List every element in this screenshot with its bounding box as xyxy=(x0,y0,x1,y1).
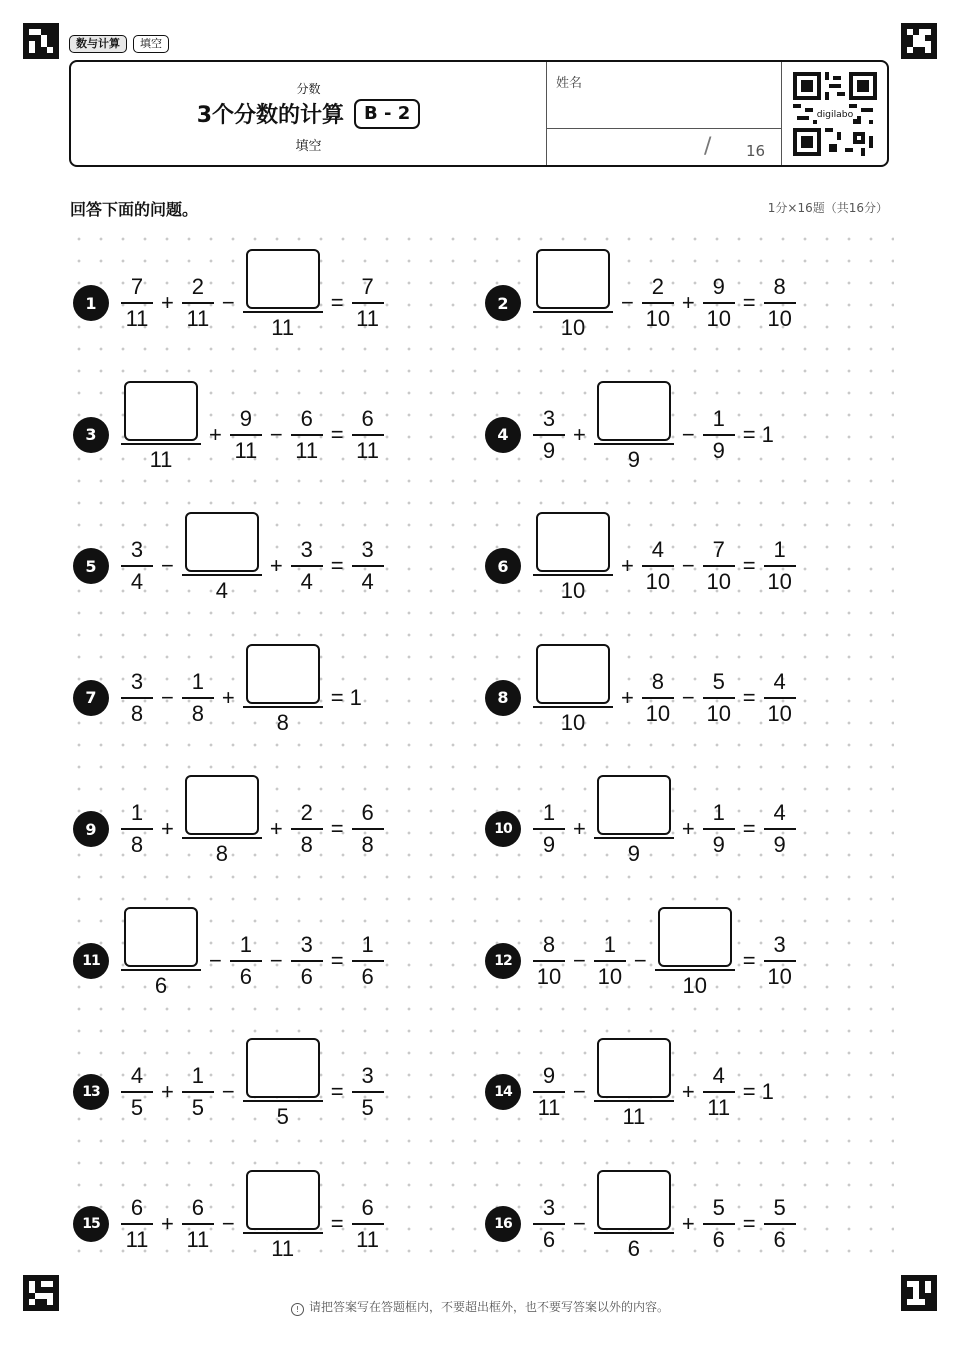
answer-fraction xyxy=(243,644,323,738)
problem-number-badge: 2 xyxy=(485,285,521,321)
numerator: 6 xyxy=(300,405,313,431)
numerator: 3 xyxy=(542,405,556,431)
fraction xyxy=(121,798,153,860)
problem-number-badge: 11 xyxy=(73,943,109,979)
problem-number-badge: 9 xyxy=(73,811,109,847)
operator: − xyxy=(681,421,695,447)
answer-box[interactable] xyxy=(246,644,320,704)
problem-number-badge: 16 xyxy=(485,1206,521,1242)
operator: = xyxy=(742,947,756,973)
numerator: 9 xyxy=(239,405,252,431)
operator: − xyxy=(161,684,174,710)
operator: = xyxy=(742,421,756,447)
problem-number-badge: 7 xyxy=(73,680,109,716)
denominator: 6 xyxy=(712,1226,725,1252)
fraction xyxy=(291,535,323,597)
denominator: 10 xyxy=(560,315,586,340)
problem-13 xyxy=(73,1032,388,1152)
problem-5 xyxy=(73,506,388,626)
answer-fraction xyxy=(121,381,201,475)
header-title-area xyxy=(71,62,547,165)
subject-label: 分数 xyxy=(296,82,321,96)
numerator: 1 xyxy=(773,537,786,562)
operator: = xyxy=(742,1079,756,1104)
fraction xyxy=(291,404,323,466)
qr-code-icon xyxy=(793,72,877,156)
numerator: 1 xyxy=(542,800,556,825)
problem-number-badge: 10 xyxy=(485,811,521,847)
fraction xyxy=(121,1193,153,1255)
fraction xyxy=(291,798,323,860)
answer-fraction xyxy=(121,907,201,1001)
numerator: 2 xyxy=(300,800,313,825)
answer-fraction xyxy=(243,249,323,343)
operator: − xyxy=(221,1210,235,1236)
denominator: 11 xyxy=(125,1226,149,1252)
denominator: 5 xyxy=(276,1104,289,1129)
problem-number-badge: 8 xyxy=(485,680,521,716)
answer-fraction xyxy=(182,775,262,869)
denominator: 9 xyxy=(712,437,725,463)
operator: = xyxy=(330,421,344,447)
problem-10 xyxy=(485,769,800,889)
denominator: 6 xyxy=(239,963,252,989)
denominator: 11 xyxy=(186,306,210,331)
problem-16 xyxy=(485,1164,800,1284)
operator: − xyxy=(269,947,283,973)
numerator: 6 xyxy=(361,800,374,825)
numerator: 4 xyxy=(130,1063,144,1088)
answer-box[interactable] xyxy=(597,775,671,835)
fraction xyxy=(533,1193,565,1255)
denominator: 5 xyxy=(191,1095,204,1120)
denominator: 10 xyxy=(706,700,731,726)
numerator: 3 xyxy=(130,537,144,562)
worksheet-header xyxy=(69,60,889,167)
denominator: 10 xyxy=(536,963,562,989)
operator: − xyxy=(621,290,634,315)
operator: = xyxy=(330,1079,344,1104)
denominator: 6 xyxy=(154,972,168,998)
fraction xyxy=(703,535,735,597)
operator: − xyxy=(209,947,222,973)
operator: = xyxy=(330,290,344,315)
numerator: 5 xyxy=(773,1194,786,1220)
denominator: 8 xyxy=(130,700,144,726)
problem-1 xyxy=(73,243,388,363)
operator: − xyxy=(633,947,647,973)
operator: + xyxy=(681,816,695,841)
numerator: 6 xyxy=(361,405,374,431)
footer-note-text: 请把答案写在答题框内，不要超出框外，也不要写答案以外的内容。 xyxy=(308,1300,669,1314)
operator: = xyxy=(742,553,756,578)
name-label: 姓名 xyxy=(556,76,583,91)
operator: − xyxy=(573,947,586,973)
fraction xyxy=(533,798,565,860)
denominator: 10 xyxy=(767,306,792,331)
problem-number-badge: 13 xyxy=(73,1074,109,1110)
problem-2 xyxy=(485,243,800,363)
fraction xyxy=(352,1193,384,1255)
denominator: 8 xyxy=(130,832,144,857)
fraction xyxy=(533,404,565,466)
fraction xyxy=(182,667,214,729)
operator: = xyxy=(742,290,756,315)
category-tags xyxy=(69,35,169,53)
denominator: 10 xyxy=(645,700,671,726)
numerator: 8 xyxy=(542,931,556,957)
denominator: 11 xyxy=(537,1095,561,1120)
denominator: 10 xyxy=(560,578,586,603)
operator: + xyxy=(209,421,222,447)
answer-box[interactable] xyxy=(124,907,198,967)
operator: + xyxy=(161,816,174,841)
problem-number-badge: 6 xyxy=(485,548,521,584)
problem-9 xyxy=(73,769,388,889)
denominator: 11 xyxy=(356,306,379,331)
numerator: 7 xyxy=(361,274,374,299)
fraction xyxy=(121,272,153,334)
numerator: 6 xyxy=(130,1194,144,1220)
fraction xyxy=(230,404,262,466)
operator: = xyxy=(330,1210,344,1236)
denominator: 11 xyxy=(271,315,295,340)
operator: = xyxy=(330,947,344,973)
denominator: 10 xyxy=(645,306,671,331)
operator: = xyxy=(330,684,344,710)
answer-fraction xyxy=(533,644,613,738)
denominator: 11 xyxy=(186,1226,210,1252)
answer-fraction xyxy=(243,1170,323,1264)
problem-12 xyxy=(485,901,800,1021)
numerator: 3 xyxy=(361,1063,374,1088)
fraction xyxy=(121,667,153,729)
operator: − xyxy=(221,290,235,315)
numerator: 7 xyxy=(712,537,725,562)
operator: + xyxy=(621,553,634,578)
numerator: 3 xyxy=(773,931,786,957)
numerator: 1 xyxy=(712,405,725,431)
answer-box[interactable] xyxy=(246,1170,320,1230)
numerator: 5 xyxy=(712,668,725,694)
corner-marker-top-right xyxy=(901,23,937,59)
problem-3 xyxy=(73,375,388,495)
operator: = xyxy=(330,553,344,578)
operator: − xyxy=(221,1079,235,1104)
answer-fraction xyxy=(182,512,262,606)
denominator: 11 xyxy=(356,437,379,463)
fraction xyxy=(764,667,796,729)
denominator: 10 xyxy=(706,306,731,331)
fraction xyxy=(121,535,153,597)
problem-number-badge: 15 xyxy=(73,1206,109,1242)
answer-box[interactable] xyxy=(597,1170,671,1230)
fraction xyxy=(703,667,735,729)
operator: − xyxy=(573,1210,586,1236)
operator: + xyxy=(161,290,174,315)
whole-number: 1 xyxy=(761,421,774,447)
denominator: 8 xyxy=(215,841,228,866)
denominator: 8 xyxy=(361,832,374,857)
answer-fraction xyxy=(594,1170,674,1264)
operator: + xyxy=(681,290,695,315)
answer-fraction xyxy=(533,512,613,606)
fraction xyxy=(703,272,735,334)
denominator: 4 xyxy=(300,569,313,594)
fraction xyxy=(230,930,262,992)
operator: − xyxy=(681,684,695,710)
answer-fraction xyxy=(243,1038,323,1132)
numerator: 5 xyxy=(712,1194,725,1220)
problem-11 xyxy=(73,901,388,1021)
numerator: 2 xyxy=(191,274,204,299)
operator: + xyxy=(161,1210,174,1236)
answer-box[interactable] xyxy=(658,907,732,967)
denominator: 10 xyxy=(597,963,623,989)
fraction xyxy=(182,272,214,334)
problem-number-badge: 5 xyxy=(73,548,109,584)
operator: = xyxy=(330,816,344,841)
denominator: 10 xyxy=(767,569,792,594)
problem-14 xyxy=(485,1032,776,1152)
denominator: 10 xyxy=(767,700,792,726)
score-slash: / xyxy=(704,134,712,159)
operator: = xyxy=(742,816,756,841)
problem-number-badge: 12 xyxy=(485,943,521,979)
denominator: 8 xyxy=(191,700,204,726)
tag-type: 填空 xyxy=(133,35,169,53)
numerator: 4 xyxy=(651,537,664,562)
numerator: 1 xyxy=(239,931,252,957)
numerator: 4 xyxy=(773,800,786,825)
denominator: 10 xyxy=(645,569,671,594)
name-divider xyxy=(546,128,781,129)
operator: − xyxy=(681,553,695,578)
fraction xyxy=(703,404,735,466)
numerator: 8 xyxy=(773,274,786,299)
operator: + xyxy=(161,1079,174,1104)
fraction xyxy=(533,930,565,992)
denominator: 11 xyxy=(356,1226,379,1252)
denominator: 11 xyxy=(622,1104,646,1129)
fraction xyxy=(764,1193,796,1255)
numerator: 1 xyxy=(191,1063,204,1088)
denominator: 6 xyxy=(361,963,374,989)
numerator: 1 xyxy=(130,800,144,825)
fraction xyxy=(594,930,626,992)
fraction xyxy=(642,667,674,729)
numerator: 2 xyxy=(651,274,664,299)
operator: + xyxy=(681,1079,695,1104)
whole-number: 1 xyxy=(349,684,362,710)
denominator: 6 xyxy=(542,1226,556,1252)
worksheet-title: 3个分数的计算 xyxy=(196,103,345,128)
answer-box[interactable] xyxy=(246,249,320,309)
denominator: 9 xyxy=(773,832,786,857)
denominator: 11 xyxy=(125,306,149,331)
denominator: 8 xyxy=(276,709,289,735)
qr-brand-label: digilabo xyxy=(816,109,854,121)
fraction xyxy=(642,535,674,597)
problem-number-badge: 3 xyxy=(73,417,109,453)
answer-box[interactable] xyxy=(185,775,259,835)
numerator: 4 xyxy=(712,1063,725,1088)
numerator: 1 xyxy=(712,800,725,825)
denominator: 11 xyxy=(149,446,173,472)
denominator: 10 xyxy=(706,569,731,594)
fraction xyxy=(182,1061,214,1123)
problem-number-badge: 14 xyxy=(485,1074,521,1110)
denominator: 9 xyxy=(542,437,556,463)
numerator: 3 xyxy=(130,668,144,694)
numerator: 8 xyxy=(651,668,664,694)
fraction xyxy=(352,1061,384,1123)
denominator: 6 xyxy=(773,1226,786,1252)
fraction xyxy=(764,798,796,860)
numerator: 1 xyxy=(191,668,204,694)
problem-7 xyxy=(73,638,364,758)
numerator: 3 xyxy=(300,537,313,562)
numerator: 1 xyxy=(603,931,616,957)
denominator: 11 xyxy=(707,1095,731,1120)
denominator: 11 xyxy=(234,437,258,463)
fraction xyxy=(533,1061,565,1123)
operator: + xyxy=(621,684,634,710)
mode-label: 填空 xyxy=(295,139,322,154)
operator: = xyxy=(742,684,756,710)
answer-fraction xyxy=(655,907,735,1001)
numerator: 9 xyxy=(712,274,725,299)
denominator: 10 xyxy=(767,963,792,989)
answer-box[interactable] xyxy=(536,249,610,309)
fraction xyxy=(352,930,384,992)
answer-box[interactable] xyxy=(185,512,259,572)
fraction xyxy=(764,272,796,334)
fraction xyxy=(764,535,796,597)
operator: = xyxy=(742,1210,756,1236)
denominator: 10 xyxy=(682,972,707,998)
answer-box[interactable] xyxy=(597,381,671,441)
fraction xyxy=(642,272,674,334)
denominator: 9 xyxy=(627,446,640,472)
answer-fraction xyxy=(594,381,674,475)
footer-note xyxy=(0,1298,960,1316)
problem-4 xyxy=(485,375,776,495)
answer-fraction xyxy=(594,1038,674,1132)
operator: + xyxy=(681,1210,695,1236)
fraction xyxy=(352,404,384,466)
corner-marker-top-left xyxy=(23,23,59,59)
answer-box[interactable] xyxy=(597,1038,671,1098)
score-total: 16 xyxy=(746,142,766,160)
operator: + xyxy=(221,684,235,710)
fraction xyxy=(703,1193,735,1255)
denominator: 5 xyxy=(130,1095,144,1120)
fraction xyxy=(182,1193,214,1255)
answer-box[interactable] xyxy=(536,512,610,572)
denominator: 4 xyxy=(361,569,374,594)
level-code-badge: B - 2 xyxy=(354,99,420,129)
operator: − xyxy=(573,1079,586,1104)
numerator: 3 xyxy=(300,931,313,957)
fraction xyxy=(764,930,796,992)
answer-box[interactable] xyxy=(124,381,198,441)
denominator: 6 xyxy=(300,963,313,989)
denominator: 5 xyxy=(361,1095,374,1120)
denominator: 4 xyxy=(130,569,144,594)
denominator: 8 xyxy=(300,832,313,857)
denominator: 4 xyxy=(215,578,228,603)
operator: − xyxy=(269,421,283,447)
problem-6 xyxy=(485,506,800,626)
operator: + xyxy=(269,553,283,578)
problem-15 xyxy=(73,1164,388,1284)
numerator: 1 xyxy=(361,931,374,957)
denominator: 9 xyxy=(712,832,725,857)
numerator: 9 xyxy=(542,1063,556,1088)
answer-fraction xyxy=(594,775,674,869)
denominator: 11 xyxy=(295,437,319,463)
denominator: 10 xyxy=(560,709,586,735)
denominator: 9 xyxy=(542,832,556,857)
answer-box[interactable] xyxy=(246,1038,320,1098)
problem-8 xyxy=(485,638,800,758)
problem-number-badge: 1 xyxy=(73,285,109,321)
numerator: 4 xyxy=(773,668,786,694)
instruction-text: 回答下面的问题。 xyxy=(70,200,199,219)
fraction xyxy=(703,1061,735,1123)
numerator: 7 xyxy=(130,274,144,299)
problem-number-badge: 4 xyxy=(485,417,521,453)
numerator: 6 xyxy=(191,1194,204,1220)
denominator: 11 xyxy=(271,1235,295,1261)
points-info: 1分×16题（共16分） xyxy=(767,201,888,215)
fraction xyxy=(352,798,384,860)
denominator: 9 xyxy=(627,841,640,866)
whole-number: 1 xyxy=(761,1079,774,1104)
operator: + xyxy=(573,816,586,841)
fraction xyxy=(352,535,384,597)
fraction xyxy=(121,1061,153,1123)
info-icon: ! xyxy=(291,1303,304,1316)
operator: − xyxy=(161,553,174,578)
operator: + xyxy=(269,816,283,841)
numerator: 3 xyxy=(361,537,374,562)
tag-category: 数与计算 xyxy=(69,35,127,53)
fraction xyxy=(352,272,384,334)
fraction xyxy=(703,798,735,860)
fraction xyxy=(291,930,323,992)
name-score-area xyxy=(546,62,782,165)
numerator: 6 xyxy=(361,1194,374,1220)
answer-fraction xyxy=(533,249,613,343)
answer-box[interactable] xyxy=(536,644,610,704)
denominator: 6 xyxy=(627,1235,640,1261)
operator: + xyxy=(573,421,586,447)
numerator: 3 xyxy=(542,1194,556,1220)
